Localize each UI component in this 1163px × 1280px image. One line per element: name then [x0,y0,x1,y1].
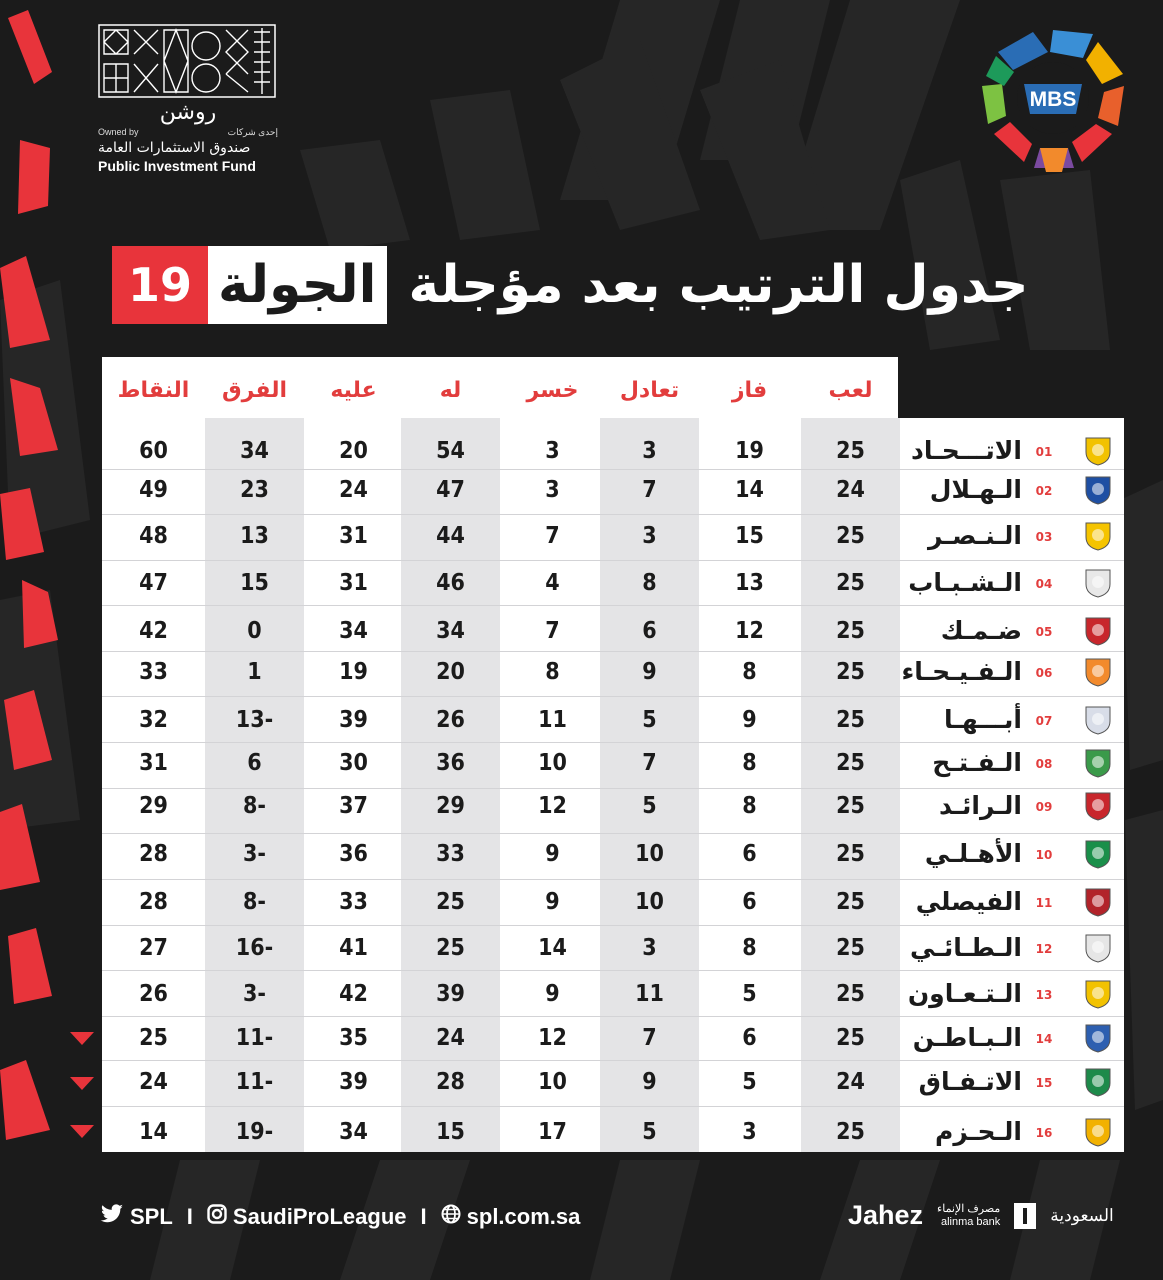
shabab-crest-icon [1082,567,1114,599]
team-rank: 11 [1035,896,1053,910]
league-logo-text: MBS [1029,88,1077,111]
cell-played: 25 [836,750,865,776]
table-header-corner [898,357,1124,418]
table-row [102,652,1124,692]
cell-drawn: 3 [642,935,657,961]
row-separator [102,1060,1124,1061]
cell-goals-against: 24 [339,477,368,503]
cell-goals-for: 29 [436,793,465,819]
table-row [102,928,1124,968]
table-row [102,834,1124,874]
team-name: الاتـفـاق [918,1067,1022,1096]
table-row [102,700,1124,740]
cell-goals-against: 39 [339,707,368,733]
header-points: النقاط [117,378,190,403]
cell-points: 33 [139,659,168,685]
cell-goals-against: 35 [339,1025,368,1051]
cell-lost: 14 [538,935,567,961]
header-goals-for: له [439,378,462,403]
cell-points: 26 [139,981,168,1007]
cell-played: 24 [836,1069,865,1095]
team-rank: 08 [1035,757,1053,771]
cell-lost: 9 [545,981,560,1007]
cell-goals-for: 33 [436,841,465,867]
footer-separator: I [186,1204,193,1229]
cell-goals-against: 30 [339,750,368,776]
team-name: الـبـاطـن [912,1023,1022,1052]
cell-goal-diff: -11 [235,1069,274,1095]
header-won: فاز [731,378,768,403]
header-lost: خسر [526,378,579,403]
table-row [102,470,1124,510]
cell-goals-for: 39 [436,981,465,1007]
cell-goal-diff: 1 [247,659,262,685]
cell-goals-for: 25 [436,889,465,915]
cell-lost: 12 [538,793,567,819]
footer-separator: I [420,1204,427,1229]
page-title: جدول الترتيب بعد مؤجلة [408,255,1029,315]
round-word: الجولة [208,246,387,324]
team-name: الـتـعـاون [907,979,1022,1008]
cell-won: 15 [735,523,764,549]
cell-drawn: 7 [642,750,657,776]
cell-goal-diff: -19 [235,1119,274,1145]
cell-drawn: 10 [635,889,664,915]
cell-drawn: 11 [635,981,664,1007]
cell-goal-diff: -8 [243,793,266,819]
cell-lost: 3 [545,438,560,464]
cell-goals-against: 42 [339,981,368,1007]
cell-played: 25 [836,1119,865,1145]
cell-points: 42 [139,618,168,644]
cell-drawn: 5 [642,707,657,733]
cell-goal-diff: -8 [243,889,266,915]
cell-goals-for: 26 [436,707,465,733]
cell-goals-for: 44 [436,523,465,549]
cell-played: 25 [836,981,865,1007]
alinma-icon [1014,1203,1036,1229]
cell-won: 13 [735,570,764,596]
twitter-icon [100,1204,124,1230]
table-row [102,516,1124,556]
header-drawn: تعادل [619,378,680,403]
team-rank: 14 [1035,1032,1053,1046]
relegation-arrow-icon [70,1032,94,1045]
cell-won: 8 [742,793,757,819]
instagram-handle[interactable]: SaudiProLeague [232,1204,407,1229]
team-name: الـنـصـر [928,521,1022,550]
cell-played: 25 [836,659,865,685]
abha-crest-icon [1082,704,1114,736]
team-rank: 03 [1035,530,1053,544]
cell-goals-for: 46 [436,570,465,596]
website-link[interactable]: spl.com.sa [466,1204,581,1229]
cell-goals-against: 33 [339,889,368,915]
cell-won: 9 [742,707,757,733]
cell-played: 25 [836,1025,865,1051]
relegation-arrow-icon [70,1125,94,1138]
faisaly-crest-icon [1082,886,1114,918]
table-row [102,882,1124,922]
cell-goals-against: 36 [339,841,368,867]
ittihad-crest-icon [1082,435,1114,467]
cell-points: 14 [139,1119,168,1145]
cell-goal-diff: -3 [243,841,266,867]
cell-goals-for: 28 [436,1069,465,1095]
team-name: الأهـلـي [924,839,1022,868]
cell-played: 25 [836,618,865,644]
cell-goal-diff: 13 [240,523,269,549]
ettifaq-crest-icon [1082,1066,1114,1098]
owned-by-en: Owned by [98,127,139,137]
cell-lost: 10 [538,1069,567,1095]
cell-won: 6 [742,1025,757,1051]
cell-goals-against: 31 [339,570,368,596]
row-separator [102,605,1124,606]
team-name: الفيصلي [915,887,1022,916]
cell-goal-diff: -11 [235,1025,274,1051]
cell-points: 60 [139,438,168,464]
cell-goals-against: 34 [339,1119,368,1145]
row-separator [102,560,1124,561]
team-rank: 01 [1035,445,1053,459]
cell-drawn: 8 [642,570,657,596]
cell-goals-for: 36 [436,750,465,776]
table-row [102,786,1124,826]
cell-lost: 3 [545,477,560,503]
nassr-crest-icon [1082,520,1114,552]
row-separator [102,970,1124,971]
cell-goals-against: 20 [339,438,368,464]
cell-goals-against: 37 [339,793,368,819]
cell-points: 48 [139,523,168,549]
cell-played: 25 [836,841,865,867]
table-row [102,974,1124,1014]
cell-points: 49 [139,477,168,503]
row-separator [102,879,1124,880]
cell-lost: 9 [545,841,560,867]
cell-lost: 17 [538,1119,567,1145]
cell-drawn: 7 [642,1025,657,1051]
cell-lost: 7 [545,523,560,549]
cell-drawn: 9 [642,1069,657,1095]
cell-won: 5 [742,1069,757,1095]
cell-points: 28 [139,889,168,915]
team-name: الـفـيـحـاء [901,657,1022,686]
table-row [102,743,1124,783]
team-name: الـحـزم [935,1117,1022,1146]
team-rank: 02 [1035,484,1053,498]
cell-won: 5 [742,981,757,1007]
team-rank: 04 [1035,577,1053,591]
cell-goals-for: 34 [436,618,465,644]
damac-crest-icon [1082,615,1114,647]
cell-goal-diff: 15 [240,570,269,596]
cell-points: 24 [139,1069,168,1095]
globe-icon [441,1204,461,1230]
cell-goal-diff: 6 [247,750,262,776]
cell-won: 6 [742,889,757,915]
cell-lost: 11 [538,707,567,733]
cell-goals-for: 24 [436,1025,465,1051]
cell-points: 27 [139,935,168,961]
team-rank: 05 [1035,625,1053,639]
cell-drawn: 9 [642,659,657,685]
cell-goal-diff: 34 [240,438,269,464]
team-rank: 15 [1035,1076,1053,1090]
roshn-wordmark: روشن [159,100,217,125]
taawoun-crest-icon [1082,978,1114,1010]
title-bar [112,246,1028,324]
team-name: الـطـائـي [909,933,1022,962]
hilal-crest-icon [1082,474,1114,506]
cell-goals-against: 34 [339,618,368,644]
twitter-handle[interactable]: SPL [130,1204,173,1229]
table-row [102,611,1124,651]
team-name: الاتـــحـاد [911,436,1022,465]
row-separator [102,925,1124,926]
team-name: أبـــهـا [943,705,1022,734]
cell-goals-against: 31 [339,523,368,549]
cell-played: 25 [836,889,865,915]
pif-arabic-name: صندوق الاستثمارات العامة [98,140,251,156]
cell-goals-against: 19 [339,659,368,685]
team-rank: 13 [1035,988,1053,1002]
hazem-crest-icon [1082,1116,1114,1148]
cell-lost: 12 [538,1025,567,1051]
alinma-logo [937,1203,1000,1229]
cell-goals-for: 54 [436,438,465,464]
header-played: لعب [828,378,873,403]
cell-goals-against: 39 [339,1069,368,1095]
cell-goals-for: 20 [436,659,465,685]
cell-won: 8 [742,659,757,685]
table-row [102,1112,1124,1152]
cell-points: 47 [139,570,168,596]
cell-goal-diff: -13 [235,707,274,733]
team-name: الـرائـد [939,791,1022,820]
cell-won: 8 [742,935,757,961]
cell-played: 25 [836,523,865,549]
cell-points: 25 [139,1025,168,1051]
saudia-logo: السعودية [1050,1205,1114,1226]
cell-lost: 7 [545,618,560,644]
table-row [102,431,1124,471]
table-row [102,1062,1124,1102]
cell-lost: 8 [545,659,560,685]
round-number-badge: 19 [112,246,208,324]
cell-goal-diff: 0 [247,618,262,644]
raed-crest-icon [1082,790,1114,822]
social-links [100,1204,580,1230]
cell-won: 3 [742,1119,757,1145]
league-logo [978,22,1128,177]
relegation-arrow-icon [70,1077,94,1090]
cell-played: 25 [836,793,865,819]
cell-played: 25 [836,438,865,464]
cell-won: 8 [742,750,757,776]
fateh-crest-icon [1082,747,1114,779]
cell-lost: 9 [545,889,560,915]
table-row [102,563,1124,603]
cell-lost: 10 [538,750,567,776]
cell-lost: 4 [545,570,560,596]
cell-drawn: 10 [635,841,664,867]
footer-sponsors [848,1200,1114,1231]
cell-points: 28 [139,841,168,867]
cell-goal-diff: -3 [243,981,266,1007]
pif-logo [98,24,278,174]
team-rank: 16 [1035,1126,1053,1140]
cell-drawn: 3 [642,438,657,464]
cell-goal-diff: -16 [235,935,274,961]
cell-won: 14 [735,477,764,503]
fayha-crest-icon [1082,656,1114,688]
cell-points: 29 [139,793,168,819]
team-rank: 12 [1035,942,1053,956]
cell-drawn: 3 [642,523,657,549]
row-separator [102,514,1124,515]
team-rank: 07 [1035,714,1053,728]
ahli-crest-icon [1082,838,1114,870]
team-name: الـشـبـاب [908,568,1022,597]
jahez-logo: Jahez [848,1200,924,1230]
cell-played: 24 [836,477,865,503]
instagram-icon [207,1204,227,1230]
team-rank: 09 [1035,800,1053,814]
team-name: الـهـلال [929,475,1022,504]
roshn-pattern-icon [98,24,276,98]
team-name: ضـمـك [940,616,1022,645]
owned-by-ar: إحدى شركات [227,127,278,137]
alinma-arabic: مصرف الإنماء [937,1202,1001,1215]
row-separator [102,696,1124,697]
row-separator [102,1106,1124,1107]
cell-won: 19 [735,438,764,464]
cell-won: 12 [735,618,764,644]
alinma-english: alinma bank [940,1215,1001,1228]
team-rank: 10 [1035,848,1053,862]
taee-crest-icon [1082,932,1114,964]
cell-goals-for: 15 [436,1119,465,1145]
cell-drawn: 5 [642,1119,657,1145]
cell-drawn: 7 [642,477,657,503]
cell-goals-for: 47 [436,477,465,503]
team-name: الـفـتـح [932,748,1022,777]
cell-played: 25 [836,707,865,733]
table-row [102,1018,1124,1058]
header-goal-diff: الفرق [222,378,287,403]
cell-goal-diff: 23 [240,477,269,503]
team-rank: 06 [1035,666,1053,680]
cell-drawn: 6 [642,618,657,644]
batin-crest-icon [1082,1022,1114,1054]
cell-won: 6 [742,841,757,867]
cell-points: 32 [139,707,168,733]
pif-english-name: Public Investment Fund [98,158,256,174]
cell-played: 25 [836,570,865,596]
cell-goals-for: 25 [436,935,465,961]
cell-points: 31 [139,750,168,776]
row-separator [102,1016,1124,1017]
header-goals-against: عليه [330,378,377,403]
cell-played: 25 [836,935,865,961]
cell-goals-against: 41 [339,935,368,961]
cell-drawn: 5 [642,793,657,819]
